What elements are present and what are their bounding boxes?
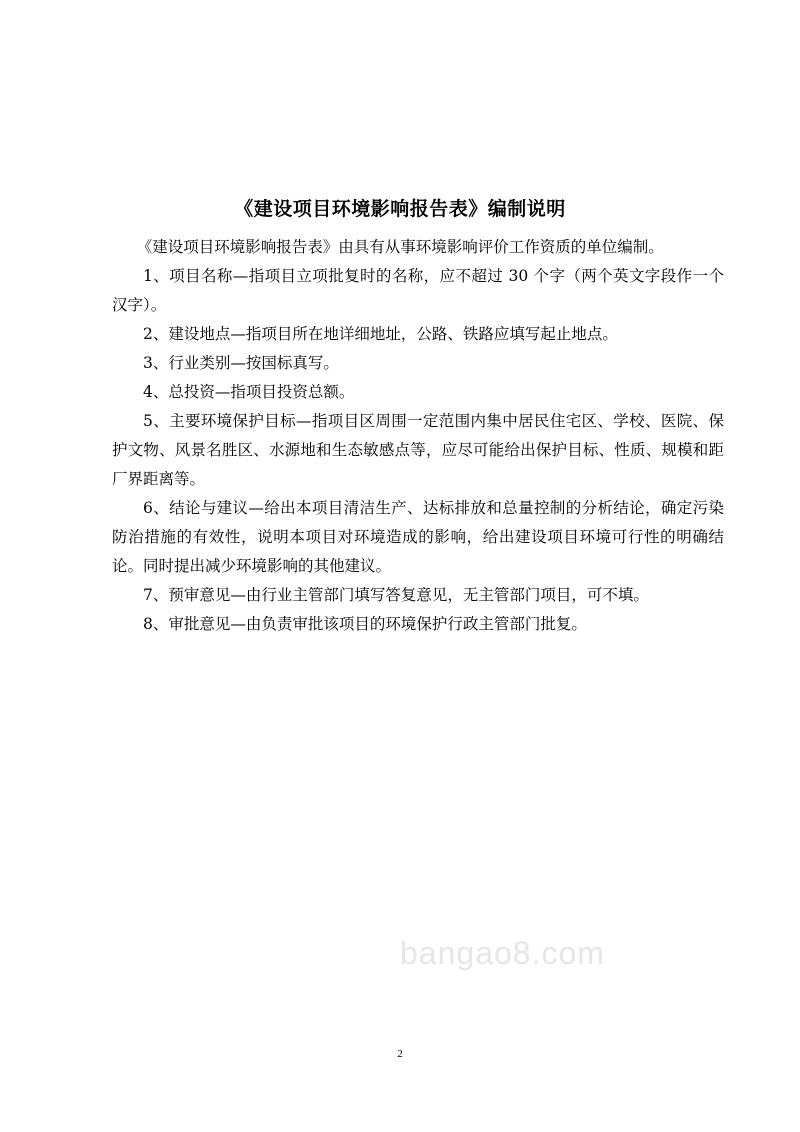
paragraph-item-1: 1、项目名称—指项目立项批复时的名称，应不超过 30 个字（两个英文字段作一个汉字）。 [112, 267, 724, 314]
document-title: 《建设项目环境影响报告表》编制说明 [234, 198, 566, 220]
document-body [112, 233, 724, 639]
paragraph-item-8: 8、审批意见—由负责审批该项目的环境保护行政主管部门批复。 [143, 615, 587, 633]
paragraph-item-5: 5、主要环境保护目标—指项目区周围一定范围内集中居民住宅区、学校、医院、保护文物、风景名胜区、水源地和生态敏感点等，应尽可能给出保护目标、性质、规模和距厂界距离等。 [112, 412, 724, 488]
paragraph-item-3: 3、行业类别—按国标真写。 [143, 354, 339, 372]
paragraph-item-2: 2、建设地点—指项目所在地详细地址，公路、铁路应填写起止地点。 [143, 325, 618, 343]
paragraph-intro: 《建设项目环境影响报告表》由具有从事环境影响评价工作资质的单位编制。 [136, 238, 664, 256]
watermark: bangao8.com [400, 935, 605, 971]
page-number: 2 [397, 1048, 403, 1060]
paragraph-item-4: 4、总投资—指项目投资总额。 [143, 383, 355, 401]
paragraph-item-6: 6、结论与建议—给出本项目清洁生产、达标排放和总量控制的分析结论，确定污染防治措施的有效性，说明本项目对环境造成的影响，给出建设项目环境可行性的明确结论。同时提出减少环境影响的其他建议。 [112, 499, 724, 575]
paragraph-item-7: 7、预审意见—由行业主管部门填写答复意见，无主管部门项目，可不填。 [143, 586, 649, 604]
